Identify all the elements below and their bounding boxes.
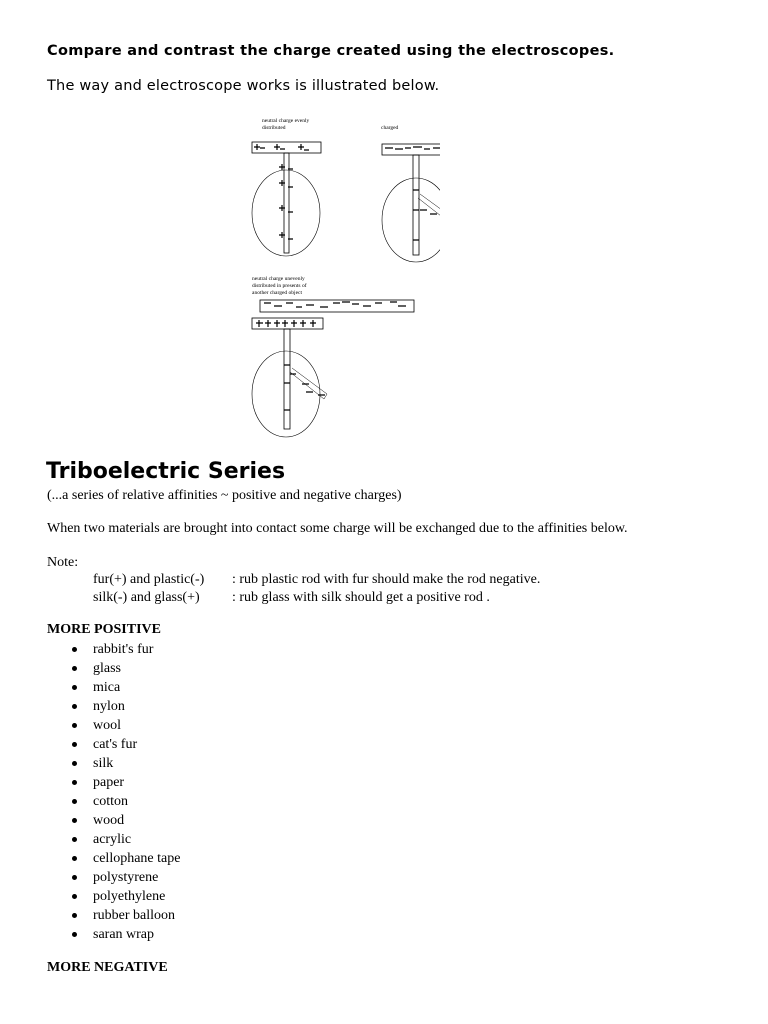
label-charged: charged — [381, 125, 399, 131]
label-uneven-line2: distributed in presents of — [252, 283, 307, 289]
list-item: acrylic — [0, 830, 180, 849]
list-item: rubber balloon — [0, 906, 180, 925]
note-pair: silk(-) and glass(+) — [93, 590, 200, 605]
question-heading: Compare and contrast the charge created using the electroscopes. — [47, 43, 615, 59]
list-item: glass — [0, 659, 180, 678]
label-neutral-line2: distributed — [262, 125, 286, 131]
triboelectric-title: Triboelectric Series — [46, 459, 286, 484]
list-item: wool — [0, 716, 180, 735]
list-item: cotton — [0, 792, 180, 811]
electroscope-induced — [252, 300, 414, 437]
list-item: silk — [0, 754, 180, 773]
more-positive-label: MORE POSITIVE — [47, 622, 161, 637]
list-item: polystyrene — [0, 868, 180, 887]
note-desc: : rub plastic rod with fur should make the rod negative. — [232, 572, 541, 587]
list-item: cellophane tape — [0, 849, 180, 868]
list-item: nylon — [0, 697, 180, 716]
list-item: cat's fur — [0, 735, 180, 754]
contact-text: When two materials are brought into contact some charge will be exchanged due to the affinities below. — [47, 521, 628, 536]
note-pair: fur(+) and plastic(-) — [93, 572, 205, 587]
list-item: rabbit's fur — [0, 640, 180, 659]
list-item: wood — [0, 811, 180, 830]
label-uneven-line1: neutral charge unevenly — [252, 276, 305, 282]
note-label: Note: — [47, 555, 79, 570]
electroscope-charged — [382, 144, 440, 262]
note-desc: : rub glass with silk should get a positive rod . — [232, 590, 490, 605]
list-item: polyethylene — [0, 887, 180, 906]
electroscope-diagram — [240, 110, 440, 445]
triboelectric-series-list — [0, 640, 180, 944]
list-item: saran wrap — [0, 925, 180, 944]
intro-text: The way and electroscope works is illustrated below. — [47, 78, 440, 94]
triboelectric-subtitle: (...a series of relative affinities ~ positive and negative charges) — [47, 488, 402, 503]
label-neutral-line1: neutral charge evenly — [262, 118, 310, 124]
electroscope-neutral — [252, 142, 321, 256]
more-negative-label: MORE NEGATIVE — [47, 960, 168, 975]
list-item: paper — [0, 773, 180, 792]
list-item: mica — [0, 678, 180, 697]
label-uneven-line3: another charged object — [252, 290, 302, 296]
